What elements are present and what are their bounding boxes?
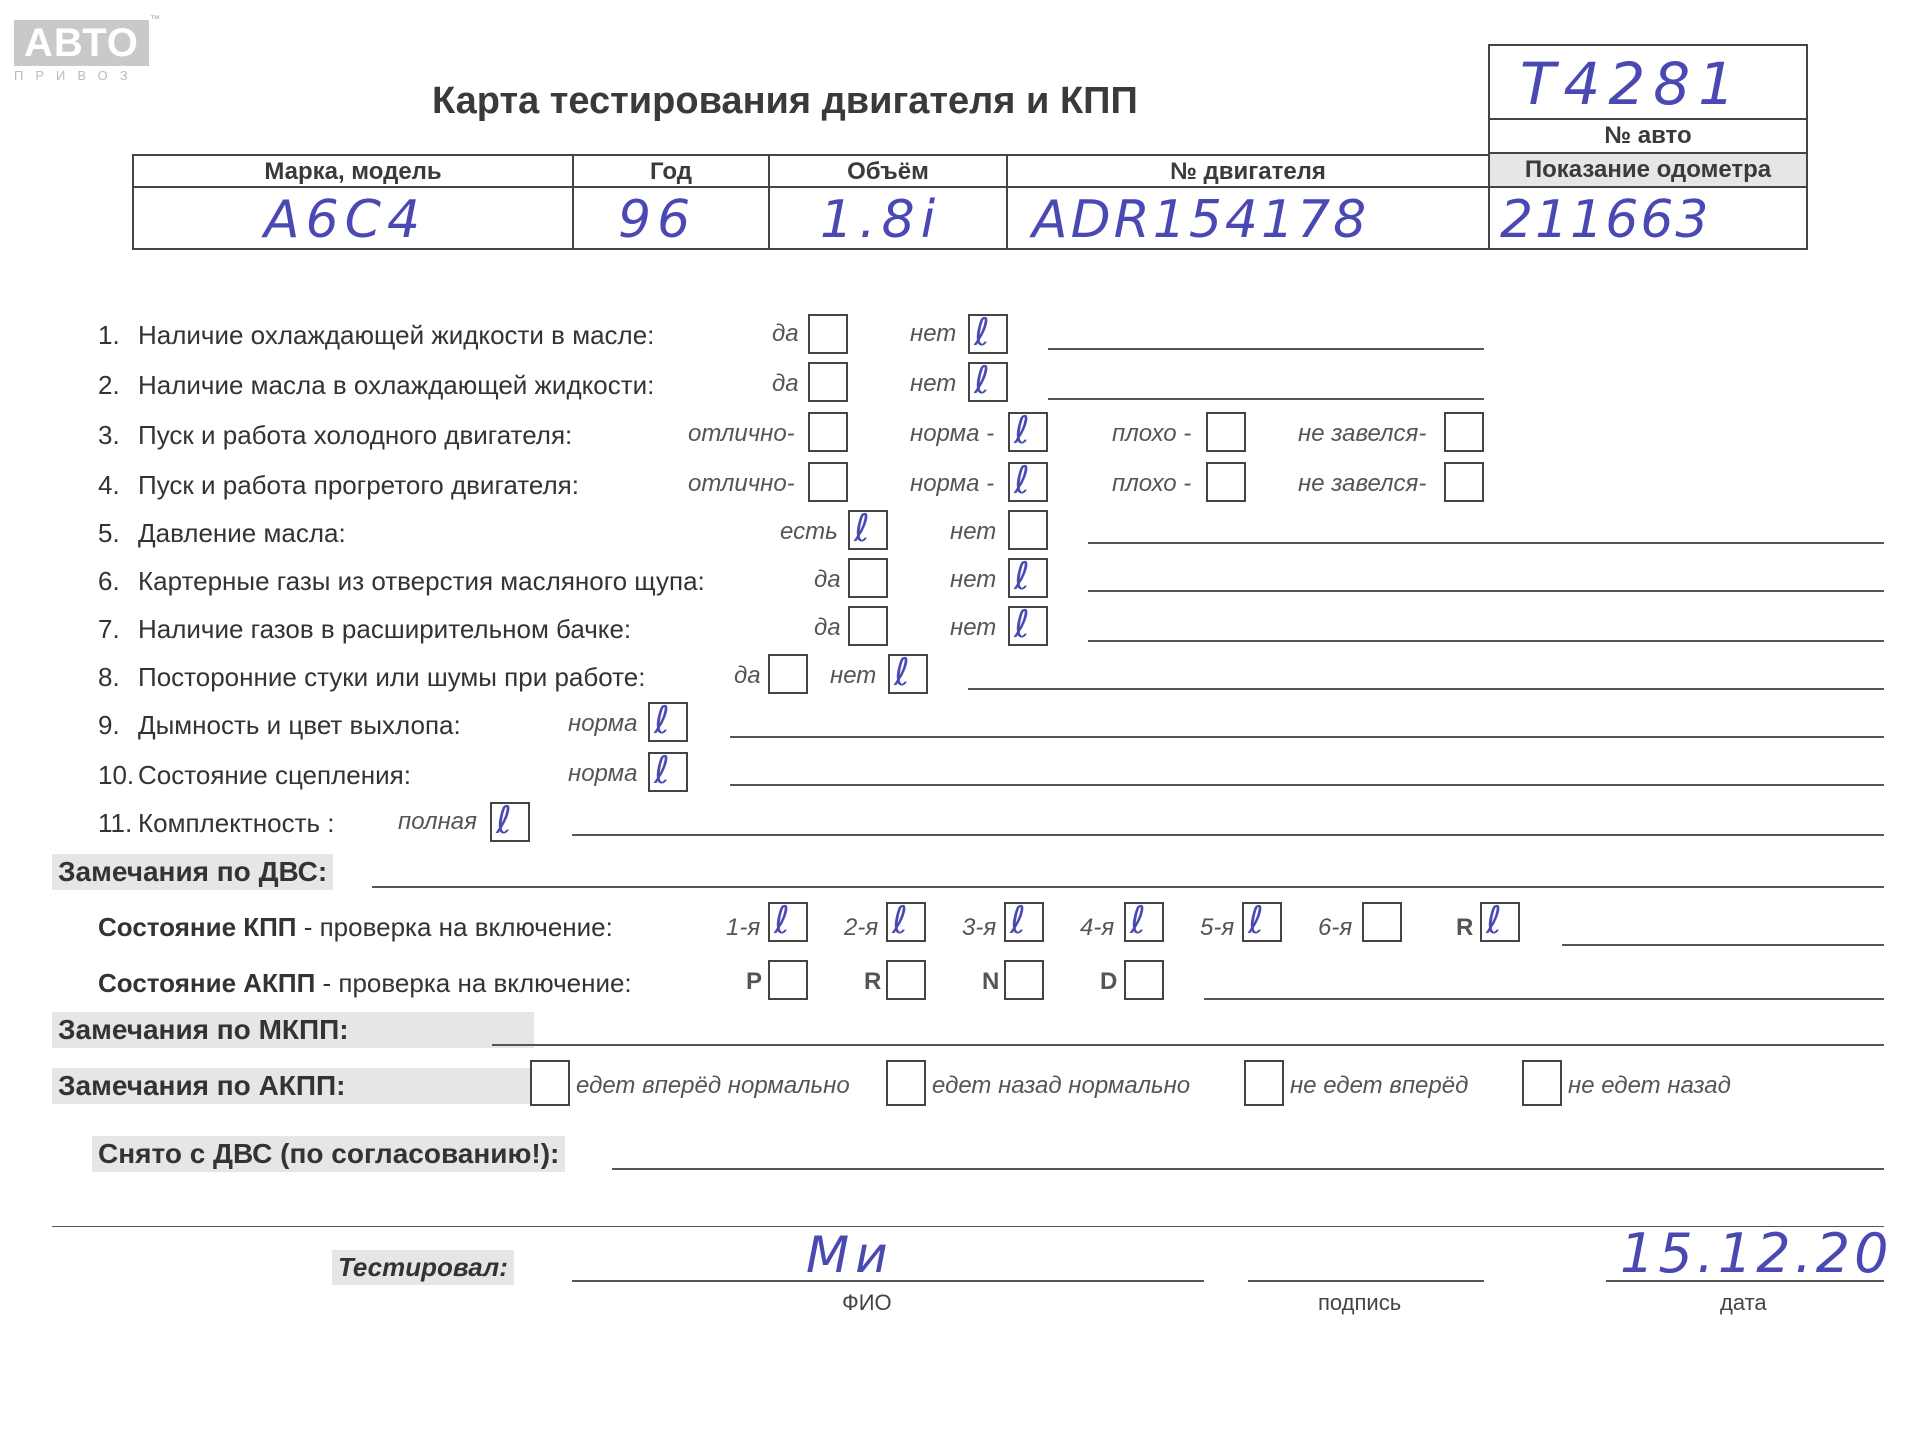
check-mark: ℓ	[1248, 898, 1264, 942]
question-num: 1.	[98, 320, 120, 350]
value-cell-engine-no: ADR154178	[1006, 186, 1490, 250]
logo-subtext: ПРИВОЗ	[14, 68, 140, 83]
checkbox-net[interactable]	[968, 358, 1008, 402]
gear-label: 3-я	[962, 914, 997, 941]
car-number-box	[1488, 44, 1808, 120]
answer-line[interactable]	[1088, 590, 1884, 592]
check-mark: ℓ	[1486, 898, 1502, 942]
checkbox-ne-zavelsya[interactable]	[1444, 412, 1484, 452]
fio-line[interactable]	[572, 1280, 1204, 1282]
checkbox-akpp-p[interactable]	[768, 960, 808, 1000]
header-cell-volume: Объём	[768, 154, 1008, 188]
checkbox-gear-5[interactable]	[1242, 898, 1282, 942]
checkbox-norma[interactable]	[1008, 408, 1048, 452]
option-label-ne-zavelsya: не завелся-	[1298, 420, 1427, 447]
question-num: 4.	[98, 470, 120, 500]
date-line[interactable]	[1606, 1280, 1884, 1282]
question-text: Комплектность :	[138, 808, 335, 838]
gear-label: 5-я	[1200, 914, 1235, 941]
check-mark: ℓ	[1014, 408, 1030, 452]
checkbox-ploho[interactable]	[1206, 412, 1246, 452]
checkbox-net[interactable]	[888, 650, 928, 694]
option-label-norma: норма -	[910, 470, 995, 497]
date-caption: дата	[1720, 1290, 1767, 1315]
answer-line[interactable]	[1048, 398, 1484, 400]
removed-line[interactable]	[612, 1168, 1884, 1170]
gear-label: N	[982, 968, 1000, 995]
value-cell-volume: 1.8i	[768, 186, 1008, 250]
check-mark: ℓ	[894, 650, 910, 694]
section-remarks-mkpp: Замечания по МКПП:	[52, 1012, 534, 1048]
checkbox-otlichno[interactable]	[808, 412, 848, 452]
checkbox-polnaya[interactable]	[490, 798, 530, 842]
remarks-dvs-line[interactable]	[372, 886, 1884, 888]
option-reverse-fail: не едет назад	[1568, 1072, 1731, 1099]
question-num: 11.	[98, 808, 133, 838]
checkbox-akpp-r[interactable]	[886, 960, 926, 1000]
car-number-value: Т4281	[1520, 50, 1744, 118]
check-mark: ℓ	[1014, 554, 1030, 598]
gear-label: P	[746, 968, 763, 995]
question-text: Наличие газов в расширительном бачке:	[138, 614, 632, 644]
checkbox-gear-3[interactable]	[1004, 898, 1044, 942]
section-remarks-akpp: Замечания по АКПП:	[52, 1068, 534, 1104]
option-label-otlichno: отлично-	[688, 420, 795, 447]
option-label-net: нет	[950, 614, 997, 641]
option-label-da: да	[734, 662, 761, 689]
check-mark: ℓ	[892, 898, 908, 942]
checkbox-gear-r[interactable]	[1480, 898, 1520, 942]
question-text: Состояние сцепления:	[138, 760, 411, 790]
gear-label: 4-я	[1080, 914, 1115, 941]
value-cell-model: A6C4	[132, 186, 574, 250]
option-label-da: да	[814, 566, 841, 593]
gear-label: 1-я	[726, 914, 761, 941]
option-label-est: есть	[780, 518, 838, 545]
question-num: 5.	[98, 518, 120, 548]
kpp-line[interactable]	[1562, 944, 1884, 946]
remarks-mkpp-line[interactable]	[492, 1044, 1884, 1046]
checkbox-gear-4[interactable]	[1124, 898, 1164, 942]
option-label-polnaya: полная	[398, 808, 477, 835]
option-label-da: да	[772, 370, 799, 397]
option-label-net: нет	[910, 320, 957, 347]
question-num: 7.	[98, 614, 120, 644]
checkbox-ne-zavelsya[interactable]	[1444, 462, 1484, 502]
logo-text: АВТО	[14, 20, 149, 66]
kpp-label-bold: Состояние КПП	[98, 912, 297, 942]
option-label-norma: норма	[568, 710, 638, 737]
check-mark: ℓ	[496, 798, 512, 842]
checkbox-akpp-d[interactable]	[1124, 960, 1164, 1000]
logo	[14, 20, 149, 83]
option-reverse-ok: едет назад нормально	[932, 1072, 1191, 1099]
checkbox-akpp-n[interactable]	[1004, 960, 1044, 1000]
fio-caption: ФИО	[842, 1290, 892, 1315]
answer-line[interactable]	[730, 784, 1884, 786]
option-label-da: да	[772, 320, 799, 347]
fio-signature-value: Ми	[806, 1226, 894, 1284]
option-label-net: нет	[950, 518, 997, 545]
checkbox-forward-fail[interactable]	[1244, 1060, 1284, 1106]
kpp-label-rest: - проверка на включение:	[296, 912, 613, 942]
question-text: Пуск и работа холодного двигателя:	[138, 420, 573, 450]
answer-line[interactable]	[1088, 542, 1884, 544]
question-text: Наличие масла в охлаждающей жидкости:	[138, 370, 655, 400]
gear-label: 6-я	[1318, 914, 1353, 941]
checkbox-net[interactable]	[1008, 510, 1048, 550]
check-mark: ℓ	[974, 310, 990, 354]
checkbox-net[interactable]	[968, 310, 1008, 354]
checkbox-reverse-ok[interactable]	[886, 1060, 926, 1106]
car-number-label-cell	[1488, 118, 1808, 154]
signature-line[interactable]	[1248, 1280, 1484, 1282]
tested-by-label: Тестировал:	[332, 1250, 514, 1285]
checkbox-otlichno[interactable]	[808, 462, 848, 502]
divider	[52, 1226, 1884, 1227]
option-label-da: да	[814, 614, 841, 641]
checkbox-gear-2[interactable]	[886, 898, 926, 942]
check-mark: ℓ	[654, 748, 670, 792]
akpp-label-rest: - проверка на включение:	[315, 968, 632, 998]
option-label-ploho: плохо -	[1112, 420, 1192, 447]
answer-line[interactable]	[968, 688, 1884, 690]
option-label-ne-zavelsya: не завелся-	[1298, 470, 1427, 497]
check-mark: ℓ	[1130, 898, 1146, 942]
check-mark: ℓ	[1010, 898, 1026, 942]
question-text: Давление масла:	[138, 518, 346, 548]
checkbox-da[interactable]	[768, 654, 808, 694]
answer-line[interactable]	[572, 834, 1884, 836]
section-remarks-dvs: Замечания по ДВС:	[52, 854, 333, 890]
checkbox-reverse-fail[interactable]	[1522, 1060, 1562, 1106]
header-cell-engine-no: № двигателя	[1006, 154, 1490, 188]
checkbox-da[interactable]	[848, 606, 888, 646]
option-label-norma: норма	[568, 760, 638, 787]
akpp-label	[98, 968, 632, 999]
checkbox-da[interactable]	[808, 314, 848, 354]
answer-line[interactable]	[730, 736, 1884, 738]
checkbox-net[interactable]	[1008, 554, 1048, 598]
question-num: 8.	[98, 662, 120, 692]
check-mark: ℓ	[974, 358, 990, 402]
option-label-norma: норма -	[910, 420, 995, 447]
car-number-label: № авто	[1604, 122, 1692, 149]
header-cell-year: Год	[572, 154, 770, 188]
answer-line[interactable]	[1088, 640, 1884, 642]
removed-label: Снято с ДВС (по согласованию!):	[92, 1136, 565, 1172]
checkbox-forward-ok[interactable]	[530, 1060, 570, 1106]
option-forward-ok: едет вперёд нормально	[576, 1072, 850, 1099]
option-label-net: нет	[950, 566, 997, 593]
checkbox-da[interactable]	[848, 558, 888, 598]
check-mark: ℓ	[774, 898, 790, 942]
check-mark: ℓ	[854, 506, 870, 550]
option-label-ploho: плохо -	[1112, 470, 1192, 497]
kpp-label	[98, 912, 613, 943]
checkbox-gear-6[interactable]	[1362, 902, 1402, 942]
answer-line[interactable]	[1048, 348, 1484, 350]
question-text: Дымность и цвет выхлопа:	[138, 710, 461, 740]
option-forward-fail: не едет вперёд	[1290, 1072, 1469, 1099]
checkbox-ploho[interactable]	[1206, 462, 1246, 502]
checkbox-da[interactable]	[808, 362, 848, 402]
checkbox-norma[interactable]	[1008, 458, 1048, 502]
question-num: 9.	[98, 710, 120, 740]
question-num: 2.	[98, 370, 120, 400]
question-text: Наличие охлаждающей жидкости в масле:	[138, 320, 655, 350]
gear-label: 2-я	[844, 914, 879, 941]
question-num: 6.	[98, 566, 120, 596]
option-label-otlichno: отлично-	[688, 470, 795, 497]
checkbox-est[interactable]	[848, 506, 888, 550]
value-cell-year: 96	[572, 186, 770, 250]
gear-label: R	[1456, 914, 1474, 941]
logo-tm: ™	[150, 14, 160, 25]
check-mark: ℓ	[1014, 602, 1030, 646]
option-label-net: нет	[910, 370, 957, 397]
question-num: 3.	[98, 420, 120, 450]
question-text: Пуск и работа прогретого двигателя:	[138, 470, 579, 500]
checkbox-net[interactable]	[1008, 602, 1048, 646]
page-title: Карта тестирования двигателя и КПП	[432, 80, 1138, 122]
gear-label: R	[864, 968, 882, 995]
header-cell-model: Марка, модель	[132, 154, 574, 188]
gear-label: D	[1100, 968, 1118, 995]
question-text: Посторонние стуки или шумы при работе:	[138, 662, 646, 692]
check-mark: ℓ	[654, 698, 670, 742]
question-num: 10.	[98, 760, 135, 790]
check-mark: ℓ	[1014, 458, 1030, 502]
akpp-label-bold: Состояние АКПП	[98, 968, 316, 998]
akpp-line[interactable]	[1204, 998, 1884, 1000]
header-cell-odometer: Показание одометра	[1488, 152, 1808, 188]
value-cell-odometer: 211663	[1488, 186, 1808, 250]
checkbox-gear-1[interactable]	[768, 898, 808, 942]
checkbox-norma[interactable]	[648, 698, 688, 742]
signature-caption: подпись	[1318, 1290, 1402, 1315]
checkbox-norma[interactable]	[648, 748, 688, 792]
question-text: Картерные газы из отверстия масляного щупа:	[138, 566, 705, 596]
option-label-net: нет	[830, 662, 877, 689]
date-value: 15.12.20	[1620, 1222, 1893, 1285]
